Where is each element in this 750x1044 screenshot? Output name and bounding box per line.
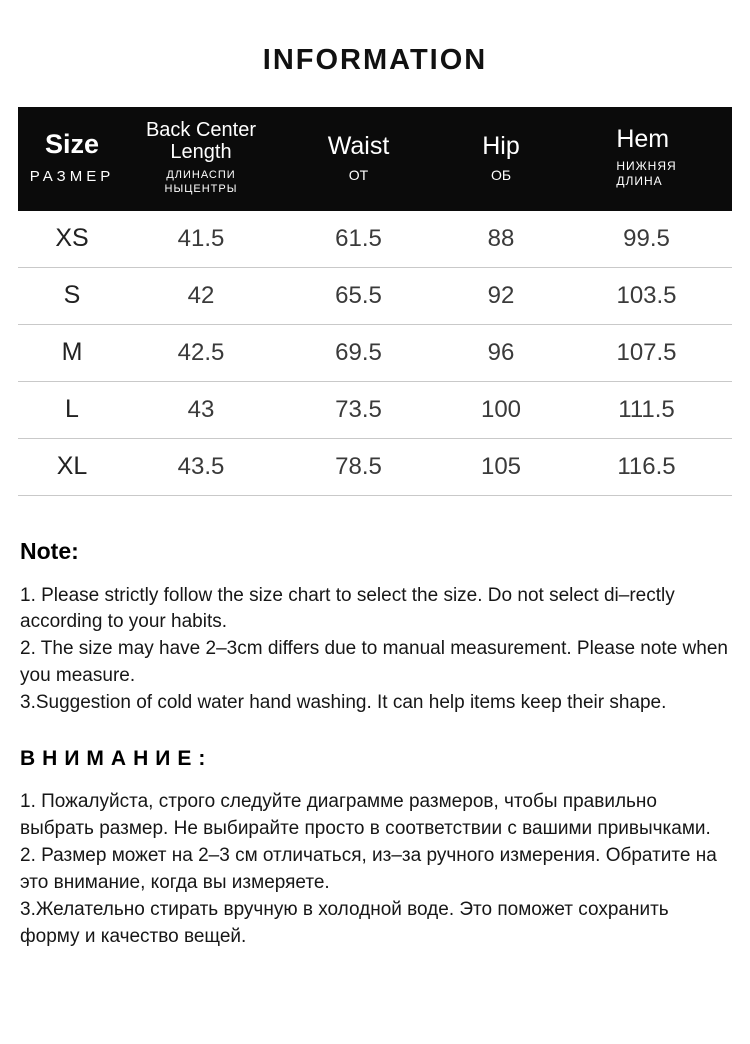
note-heading-ru: ВНИМАНИЕ:: [20, 747, 213, 771]
cell-back-center-length: 42: [126, 267, 276, 324]
cell-back-center-length: 41.5: [126, 211, 276, 268]
header-hem-en: Hem: [616, 124, 670, 153]
cell-size: M: [18, 324, 126, 381]
cell-size: L: [18, 381, 126, 438]
table-row-s: [18, 267, 732, 324]
size-table: [18, 107, 732, 496]
cell-hip: 100: [441, 381, 561, 438]
note-item-en-2: 2. The size may have 2–3cm differs due to manual measurement. Please note when you measure.: [20, 638, 728, 687]
cell-hip: 88: [441, 211, 561, 268]
notes-section: [0, 538, 750, 952]
cell-hem: 103.5: [561, 267, 732, 324]
header-hip-en: Hip: [482, 131, 520, 160]
cell-hip: 96: [441, 324, 561, 381]
note-list-ru: [20, 789, 730, 951]
header-bcl-line1: Back Center: [145, 119, 257, 141]
header-hem-ru2: ДЛИНА: [616, 174, 663, 188]
header-hem: [561, 107, 732, 211]
page-title: INFORMATION: [262, 44, 488, 76]
cell-hem: 99.5: [561, 211, 732, 268]
cell-back-center-length: 42.5: [126, 324, 276, 381]
header-waist-en: Waist: [327, 131, 390, 160]
header-size-ru: РАЗМЕР: [29, 168, 115, 186]
header-back-center-length: [126, 107, 276, 211]
table-row-l: [18, 381, 732, 438]
header-hip: [441, 107, 561, 211]
cell-waist: 73.5: [276, 381, 441, 438]
note-item-ru-1: 1. Пожалуйста, строго следуйте диаграмме размеров, чтобы правильно выбрать размер. Не выбирайте просто в соответствии с вашими привычками.: [20, 791, 711, 840]
header-waist-ru: ОТ: [348, 167, 369, 183]
cell-hem: 111.5: [561, 381, 732, 438]
cell-size: S: [18, 267, 126, 324]
table-row-xl: [18, 438, 732, 495]
header-size: [18, 107, 126, 211]
cell-hip: 92: [441, 267, 561, 324]
cell-back-center-length: 43: [126, 381, 276, 438]
cell-hem: 116.5: [561, 438, 732, 495]
cell-hem: 107.5: [561, 324, 732, 381]
cell-hip: 105: [441, 438, 561, 495]
cell-waist: 69.5: [276, 324, 441, 381]
note-item-en-3: 3.Suggestion of cold water hand washing. It can help items keep their shape.: [20, 692, 667, 714]
header-bcl-ru1: ДЛИНАСПИ: [166, 169, 236, 181]
note-heading-en: Note:: [20, 537, 79, 564]
note-list-en: [20, 583, 730, 718]
note-item-ru-3: 3.Желательно стирать вручную в холодной воде. Это поможет сохранить форму и качество вещей.: [20, 899, 669, 948]
table-row-xs: [18, 211, 732, 268]
cell-back-center-length: 43.5: [126, 438, 276, 495]
cell-size: XS: [18, 211, 126, 268]
table-row-m: [18, 324, 732, 381]
header-bcl-line2: Length: [170, 141, 232, 163]
cell-size: XL: [18, 438, 126, 495]
header-bcl-ru2: НЫЦЕНТРЫ: [164, 182, 238, 195]
header-size-en: Size: [44, 129, 100, 160]
note-item-en-1: 1. Please strictly follow the size chart to select the size. Do not select di–rectly according to your habits.: [20, 584, 675, 633]
cell-waist: 78.5: [276, 438, 441, 495]
header-hem-ru1: НИЖНЯЯ: [616, 159, 677, 173]
cell-waist: 61.5: [276, 211, 441, 268]
cell-waist: 65.5: [276, 267, 441, 324]
note-item-ru-2: 2. Размер может на 2–3 см отличаться, из–за ручного измерения. Обратите на это внимание, когда вы измеряете.: [20, 845, 717, 894]
header-hip-ru: ОБ: [490, 167, 512, 183]
header-waist: [276, 107, 441, 211]
size-table-header: [18, 107, 732, 211]
